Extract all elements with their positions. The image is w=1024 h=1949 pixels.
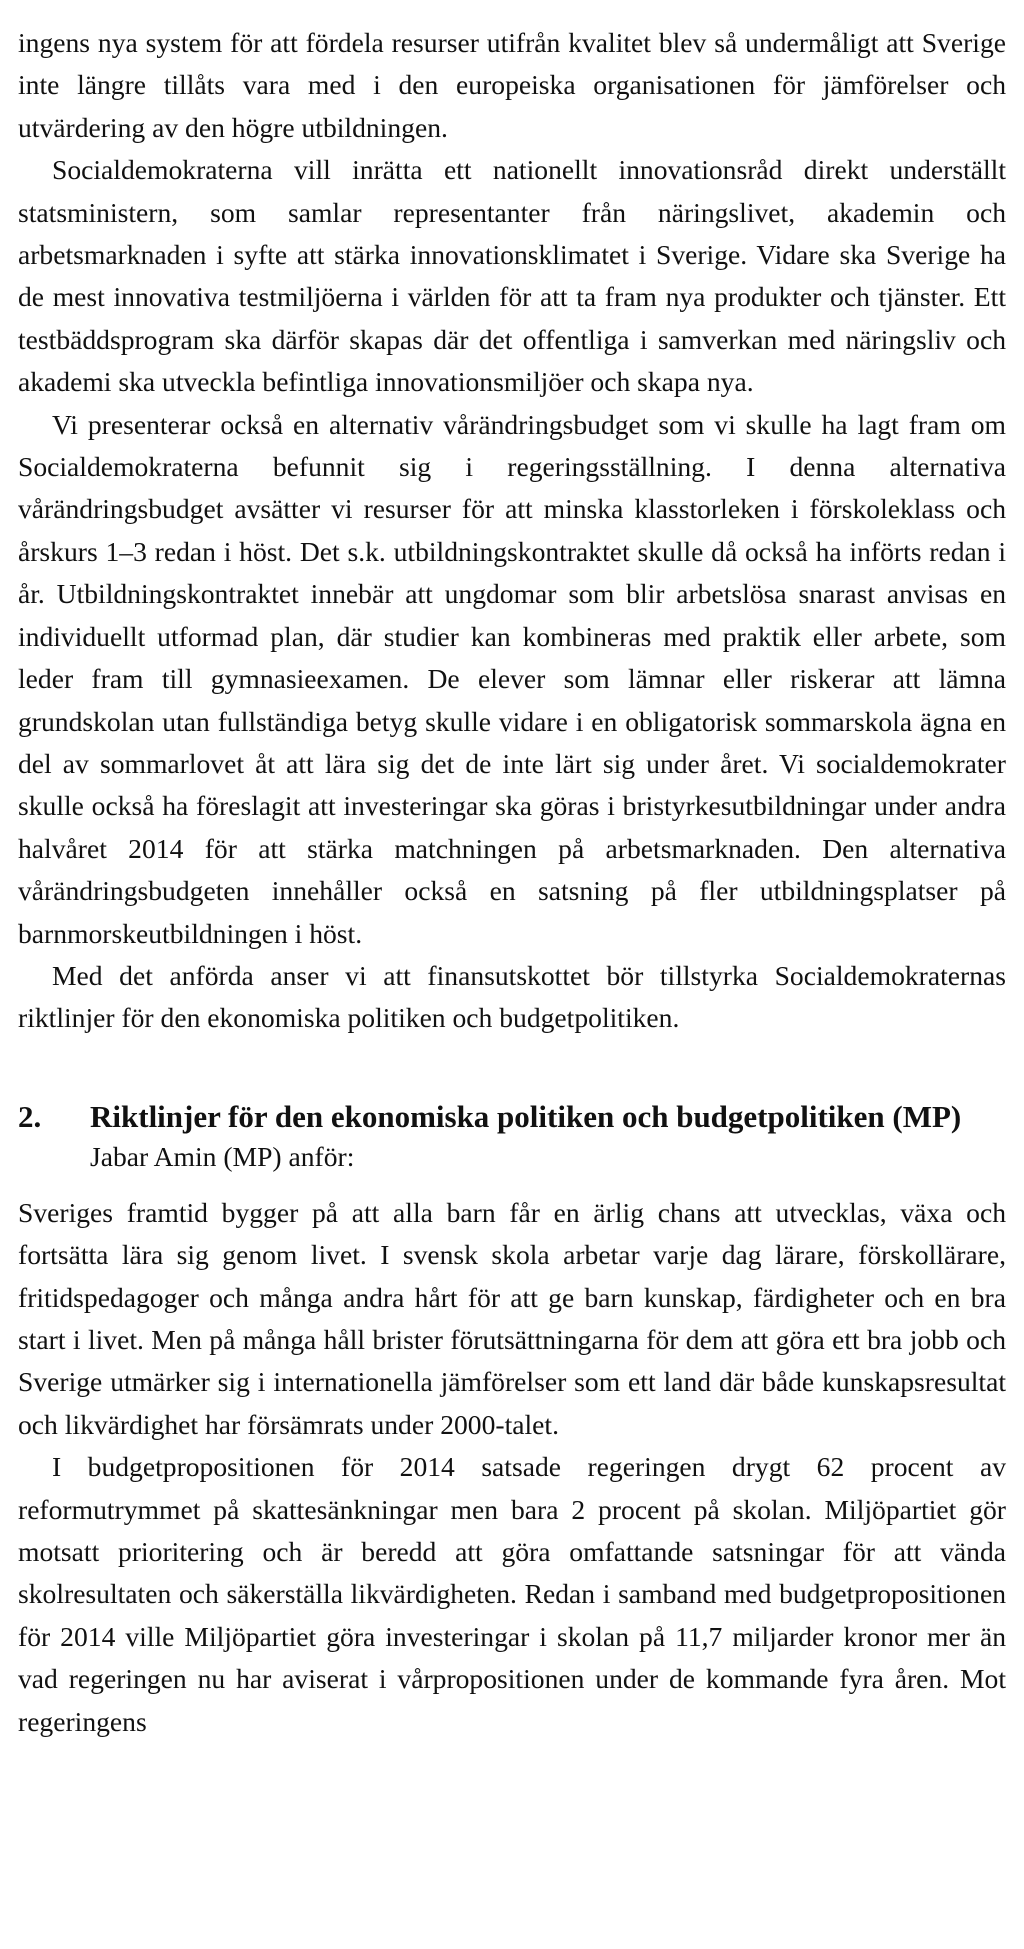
body-paragraph: ingens nya system för att fördela resurser utifrån kvalitet blev så undermåligt att Sverige inte längre tillåts vara med i den europeiska organisationen för jämförelser och utvärdering av den högre utbildningen. <box>18 27 1006 143</box>
body-paragraph: Socialdemokraterna vill inrätta ett nationellt innovationsråd direkt underställt statsministern, som samlar representanter från näringslivet, akademin och arbetsmarknaden i syfte att stärka innovationsklimatet i Sverige. Vidare ska Sverige ha de mest innovativa testmiljöerna i världen för att ta fram nya produkter och tjänster. Ett testbäddsprogram ska därför skapas där det offentliga i samverkan med näringsliv och akademi ska utveckla befintliga innovationsmiljöer och skapa nya. <box>18 154 1006 398</box>
body-paragraph: I budgetpropositionen för 2014 satsade regeringen drygt 62 procent av reformutrymmet på skattesänkningar men bara 2 procent på skolan. Miljöpartiet gör motsatt prioritering och är beredd att göra omfattande satsningar för att vända skolresultaten och säkerställa likvärdigheten. Redan i samband med budgetpropositionen för 2014 ville Miljöpartiet göra investeringar i skolan på 11,7 miljarder kronor mer än vad regeringen nu har aviserat i vårpropositionen under de kommande fyra åren. Mot regeringens <box>18 1451 1006 1737</box>
section-number: 2. <box>18 1098 42 1134</box>
body-paragraph: Med det anförda anser vi att finansutskottet bör tillstyrka Socialdemokraternas riktlinjer för den ekonomiska politiken och budgetpolitiken. <box>18 959 1006 1034</box>
body-paragraph: Vi presenterar också en alternativ vårändringsbudget som vi skulle ha lagt fram om Socialdemokraterna befunnit sig i regeringsställning. I denna alternativa vårändringsbudget avsätter vi resurser för att minska klasstorleken i förskoleklass och årskurs 1–3 redan i höst. Det s.k. utbildningskontraktet skulle då också ha införts redan i år. Utbildningskontraktet innebär att ungdomar som blir arbetslösa snarast anvisas en individuellt utformad plan, där studier kan kombineras med praktik eller arbete, som leder fram till gymnasieexamen. De elever som lämnar eller riskerar att lämna grundskolan utan fullständiga betyg skulle vidare i en obligatorisk sommarskola ägna en del av sommarlovet åt att lära sig det de inte lärt sig under året. Vi socialdemokrater skulle också ha föreslagit att investeringar ska göras i bristyrkesutbildningar under andra halvåret 2014 för att stärka matchningen på arbetsmarknaden. Den alternativa vårändringsbudgeten innehåller också en satsning på fler utbildningsplatser på barnmorskeutbildningen i höst. <box>18 408 1006 949</box>
heading-spacer <box>18 1178 1006 1192</box>
section-spacer <box>18 1040 1006 1098</box>
section-heading <box>18 1098 1006 1178</box>
body-paragraph: Sveriges framtid bygger på att alla barn får en ärlig chans att utvecklas, växa och fortsätta lära sig genom livet. I svensk skola arbetar varje dag lärare, förskollärare, fritidspedagoger och många andra hårt för att ge barn kunskap, färdigheter och en bra start i livet. Men på många håll brister förutsättningarna för dem att göra ett bra jobb och Sverige utmärker sig i internationella jämförelser som ett land där både kunskapsresultat och likvärdighet har försämrats under 2000-talet. <box>18 1196 1006 1440</box>
document-page <box>18 22 1006 1743</box>
speaker-line: Jabar Amin (MP) anför: <box>90 1140 355 1172</box>
section-title: Riktlinjer för den ekonomiska politiken och budgetpolitiken (MP) <box>90 1098 962 1134</box>
